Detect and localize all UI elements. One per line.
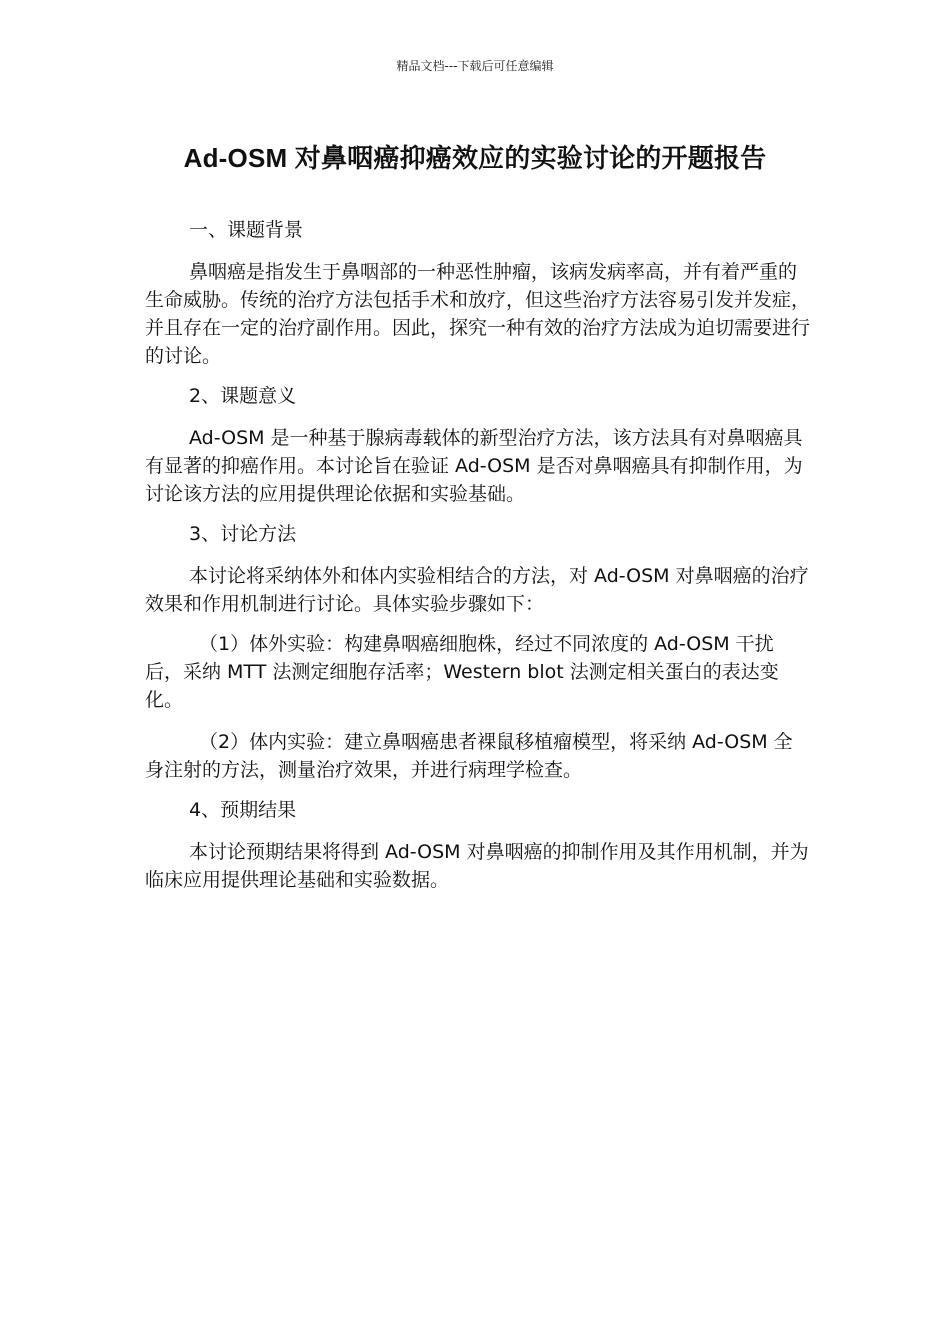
section-heading: 一、课题背景 — [189, 219, 304, 241]
section-2-body — [145, 424, 810, 508]
section-3-item-2 — [145, 728, 810, 784]
paragraph: Ad-OSM 是一种基于腺病毒载体的新型治疗方法，该方法具有对鼻咽癌具有显著的抑癌作用。本讨论旨在验证 Ad-OSM 是否对鼻咽癌具有抑制作用，为讨论该方法的应用提供理论依据和实验基础。 — [145, 427, 803, 505]
list-item: （1）体外实验：构建鼻咽癌细胞株，经过不同浓度的 Ad-OSM 干扰后，采纳 MTT 法测定细胞存活率；Western blot 法测定相关蛋白的表达变化。 — [145, 633, 779, 711]
paragraph: 本讨论预期结果将得到 Ad-OSM 对鼻咽癌的抑制作用及其作用机制，并为临床应用提供理论基础和实验数据。 — [145, 841, 809, 891]
section-3-item-1 — [145, 630, 810, 714]
document-title: Ad-OSM 对鼻咽癌抑癌效应的实验讨论的开题报告 — [183, 143, 767, 173]
section-4-body — [145, 838, 810, 894]
section-heading: 2、课题意义 — [189, 385, 297, 407]
section-1-heading — [145, 216, 810, 244]
section-4-heading — [145, 796, 810, 824]
list-item: （2）体内实验：建立鼻咽癌患者裸鼠移植瘤模型，将采纳 Ad-OSM 全身注射的方法，测量治疗效果，并进行病理学检查。 — [145, 731, 793, 781]
header-note: 精品文档---下载后可任意编辑 — [396, 59, 554, 73]
section-heading: 3、讨论方法 — [189, 523, 297, 545]
paragraph: 鼻咽癌是指发生于鼻咽部的一种恶性肿瘤，该病发病率高，并有着严重的生命威胁。传统的治疗方法包括手术和放疗，但这些治疗方法容易引发并发症，并且存在一定的治疗副作用。因此，探究一种有效的治疗方法成为迫切需要进行的讨论。 — [145, 261, 811, 367]
section-2-heading — [145, 382, 810, 410]
paragraph: 本讨论将采纳体外和体内实验相结合的方法，对 Ad-OSM 对鼻咽癌的治疗效果和作用机制进行讨论。具体实验步骤如下： — [145, 565, 809, 615]
section-3-body — [145, 562, 810, 618]
section-1-body — [145, 258, 810, 370]
section-3-heading — [145, 520, 810, 548]
section-heading: 4、预期结果 — [189, 799, 297, 821]
